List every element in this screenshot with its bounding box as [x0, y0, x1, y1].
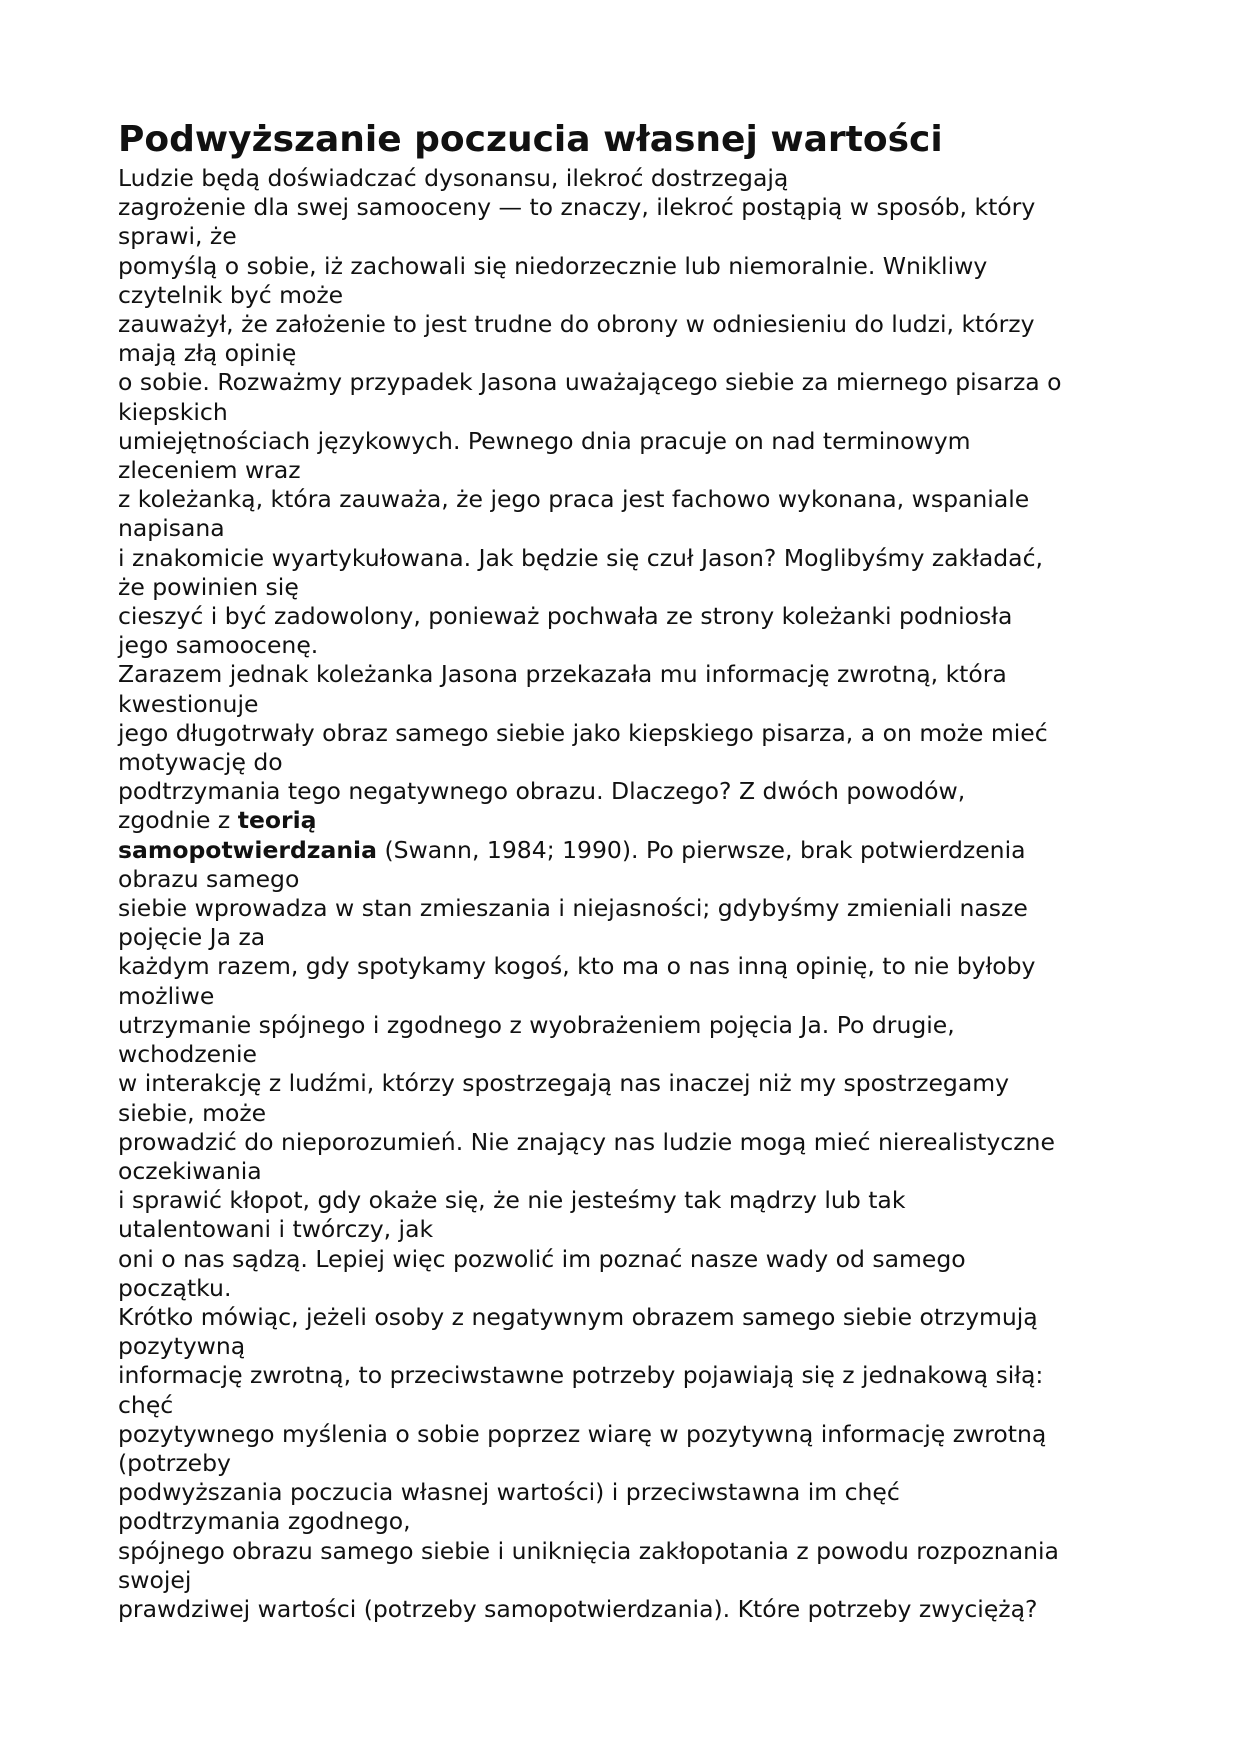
text-line: początku. — [118, 1273, 232, 1302]
text-line: zleceniem wraz — [118, 456, 301, 485]
document-page — [118, 118, 1128, 1624]
text-line: prowadzić do nieporozumień. Nie znający nas ludzie mogą mieć nierealistyczne — [118, 1127, 1055, 1156]
text-line: siebie, może — [118, 1098, 267, 1127]
text-line: Zarazem jednak koleżanka Jasona przekazała mu informację zwrotną, która — [118, 660, 1007, 689]
text-line: napisana — [118, 514, 225, 543]
text-line: swojej — [118, 1565, 192, 1594]
text-line: (potrzeby — [118, 1448, 231, 1477]
text-line: pomyślą o sobie, iż zachowali się niedorzecznie lub niemoralnie. Wnikliwy — [118, 251, 988, 280]
text-line: prawdziwej wartości (potrzeby samopotwierdzania). Które potrzeby zwyciężą? — [118, 1594, 1038, 1623]
text-line: informację zwrotną, to przeciwstawne potrzeby pojawiają się z jednakową siłą: — [118, 1361, 1044, 1390]
text-line: zagrożenie dla swej samooceny — to znaczy, ilekroć postąpią w sposób, który — [118, 193, 1036, 222]
text-line: zauważył, że założenie to jest trudne do obrony w odniesieniu do ludzi, którzy — [118, 310, 1035, 339]
key-term: teorią — [237, 806, 317, 835]
text-line: oczekiwania — [118, 1156, 262, 1185]
text-line: obrazu samego — [118, 864, 300, 893]
key-term: samopotwierdzania — [118, 835, 377, 864]
text-line: możliwe — [118, 981, 215, 1010]
text-line: podtrzymania tego negatywnego obrazu. Dlaczego? Z dwóch powodów, — [118, 777, 966, 806]
text-line: cieszyć i być zadowolony, ponieważ pochwała ze strony koleżanki podniosła — [118, 602, 1013, 631]
text-line: podtrzymania zgodnego, — [118, 1507, 411, 1536]
text-line: Krótko mówiąc, jeżeli osoby z negatywnym obrazem samego siebie otrzymują — [118, 1302, 1038, 1331]
text-line: i sprawić kłopot, gdy okaże się, że nie jesteśmy tak mądrzy lub tak — [118, 1186, 906, 1215]
document-body — [118, 164, 1128, 1624]
text-line: oni o nas sądzą. Lepiej więc pozwolić im poznać nasze wady od samego — [118, 1244, 966, 1273]
text-line: utrzymanie spójnego i zgodnego z wyobrażeniem pojęcia Ja. Po drugie, — [118, 1010, 955, 1039]
text-line: podwyższania poczucia własnej wartości) i przeciwstawna im chęć — [118, 1478, 900, 1507]
text-line: z koleżanką, która zauważa, że jego praca jest fachowo wykonana, wspaniale — [118, 485, 1030, 514]
document-title: Podwyższanie poczucia własnej wartości — [118, 119, 943, 160]
text-line: że powinien się — [118, 572, 299, 601]
text-line: czytelnik być może — [118, 280, 344, 309]
text-line: o sobie. Rozważmy przypadek Jasona uważającego siebie za miernego pisarza o — [118, 368, 1062, 397]
text-line: chęć — [118, 1390, 174, 1419]
text-line: każdym razem, gdy spotykamy kogoś, kto ma o nas inną opinię, to nie byłoby — [118, 952, 1036, 981]
text-line — [118, 836, 1128, 865]
text-line: spójnego obrazu samego siebie i uniknięcia zakłopotania z powodu rozpoznania — [118, 1536, 1059, 1565]
text-line: pozytywnego myślenia o sobie poprzez wiarę w pozytywną informację zwrotną — [118, 1419, 1047, 1448]
text-line: mają złą opinię — [118, 339, 297, 368]
text-line: sprawi, że — [118, 222, 237, 251]
text-line: wchodzenie — [118, 1040, 258, 1069]
text-line: pozytywną — [118, 1332, 246, 1361]
text-line: pojęcie Ja za — [118, 923, 266, 952]
text-line: w interakcję z ludźmi, którzy spostrzegają nas inaczej niż my spostrzegamy — [118, 1069, 1010, 1098]
text-line: jego długotrwały obraz samego siebie jako kiepskiego pisarza, a on może mieć — [118, 718, 1048, 747]
text-segment: zgodnie z — [118, 806, 231, 835]
text-line: Ludzie będą doświadczać dysonansu, ilekroć dostrzegają — [118, 164, 789, 192]
text-line: siebie wprowadza w stan zmieszania i niejasności; gdybyśmy zmieniali nasze — [118, 894, 1028, 923]
text-line — [118, 806, 1128, 835]
text-line: jego samoocenę. — [118, 631, 319, 660]
text-segment: (Swann, 1984; 1990). Po pierwsze, brak potwierdzenia — [376, 835, 1026, 864]
text-line: motywację do — [118, 748, 283, 777]
text-line: kwestionuje — [118, 689, 259, 718]
text-line: utalentowani i twórczy, jak — [118, 1215, 434, 1244]
text-line: umiejętnościach językowych. Pewnego dnia pracuje on nad terminowym — [118, 426, 971, 455]
text-line: kiepskich — [118, 397, 228, 426]
text-line: i znakomicie wyartykułowana. Jak będzie się czuł Jason? Moglibyśmy zakładać, — [118, 543, 1043, 572]
